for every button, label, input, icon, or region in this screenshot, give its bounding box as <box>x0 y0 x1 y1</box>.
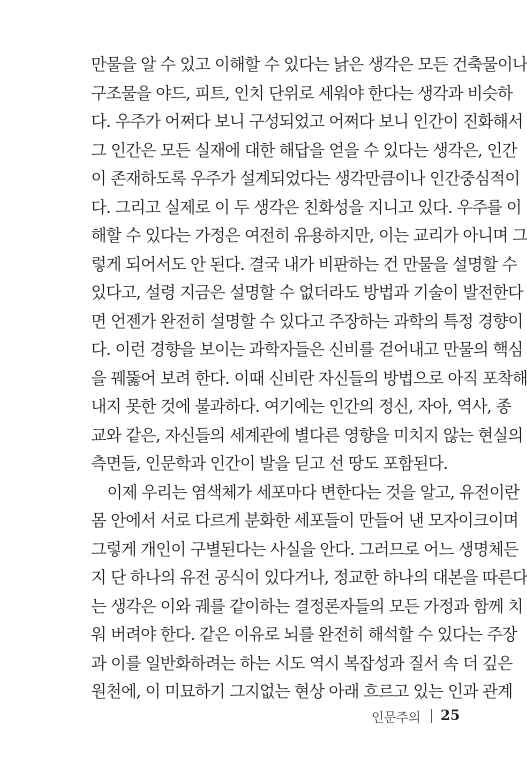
text-line: 그렇게 개인이 구별된다는 사실을 안다. 그러므로 어느 생명체든 <box>91 539 519 559</box>
text-line: 원천에, 이 미묘하기 그지없는 현상 아래 흐르고 있는 인과 관계 <box>91 682 513 701</box>
text-line: 다. 우주가 어쩌다 보니 구성되었고 어쩌다 보니 인간이 진화해서 <box>91 112 523 131</box>
text-line: 몸 안에서 서로 다르게 분화한 세포들이 만들어 낸 모자이크이며 <box>91 511 519 530</box>
text-line: 과 이를 일반화하려는 하는 시도 역시 복잡성과 질서 속 더 깊은 <box>91 653 513 673</box>
text-line: 면 언젠가 완전히 설명할 수 있다고 주장하는 과학의 특정 경향이 <box>91 311 523 331</box>
footer-separator <box>431 709 432 723</box>
text-line: 렇게 되어서도 안 된다. 결국 내가 비판하는 건 만물을 설명할 수 <box>91 254 517 274</box>
text-line: 을 꿰뚫어 보려 한다. 이때 신비란 자신들의 방법으로 아직 포착해 <box>91 368 527 388</box>
text-line: 만물을 알 수 있고 이해할 수 있다는 낡은 생각은 모든 건축물이나 <box>91 55 527 74</box>
page-number: 25 <box>440 708 460 724</box>
running-section-title: 인문주의 <box>371 710 421 726</box>
text-line: 있다고, 설령 지금은 설명할 수 없더라도 방법과 기술이 발전한다 <box>91 283 523 302</box>
text-line: 내지 못한 것에 불과하다. 여기에는 인간의 정신, 자아, 역사, 종 <box>91 397 511 416</box>
text-line: 는 생각은 이와 궤를 같이하는 결정론자들의 모든 가정과 함께 치 <box>91 596 523 616</box>
text-line: 다. 그리고 실제로 이 두 생각은 친화성을 지니고 있다. 우주를 이 <box>91 197 522 217</box>
text-line: 이 존재하도록 우주가 설계되었다는 생각만큼이나 인간중심적이 <box>91 169 520 188</box>
paragraph-start-line: 이제 우리는 염색체가 세포마다 변한다는 것을 알고, 유전이란 <box>107 482 520 502</box>
text-line: 해할 수 있다는 가정은 여전히 유용하지만, 이는 교리가 아니며 그 <box>91 226 527 245</box>
text-line: 구조물을 야드, 피트, 인치 단위로 세워야 한다는 생각과 비슷하 <box>91 83 513 103</box>
text-line: 지 단 하나의 유전 공식이 있다거나, 정교한 하나의 대본을 따른다 <box>91 568 527 587</box>
page-footer <box>371 704 460 728</box>
text-line: 다. 이런 경향을 보이는 과학자들은 신비를 걷어내고 만물의 핵심 <box>91 340 523 359</box>
text-line: 워 버려야 한다. 같은 이유로 뇌를 완전히 해석할 수 있다는 주장 <box>91 625 517 644</box>
body-text <box>91 51 527 707</box>
paragraph-end-line: 측면들, 인문학과 인간이 발을 딛고 선 땅도 포함된다. <box>91 454 448 473</box>
text-line: 교와 같은, 자신들의 세계관에 별다른 영향을 미치지 않는 현실의 <box>91 425 523 445</box>
text-line: 그 인간은 모든 실재에 대한 해답을 얻을 수 있다는 생각은, 인간 <box>91 140 517 160</box>
